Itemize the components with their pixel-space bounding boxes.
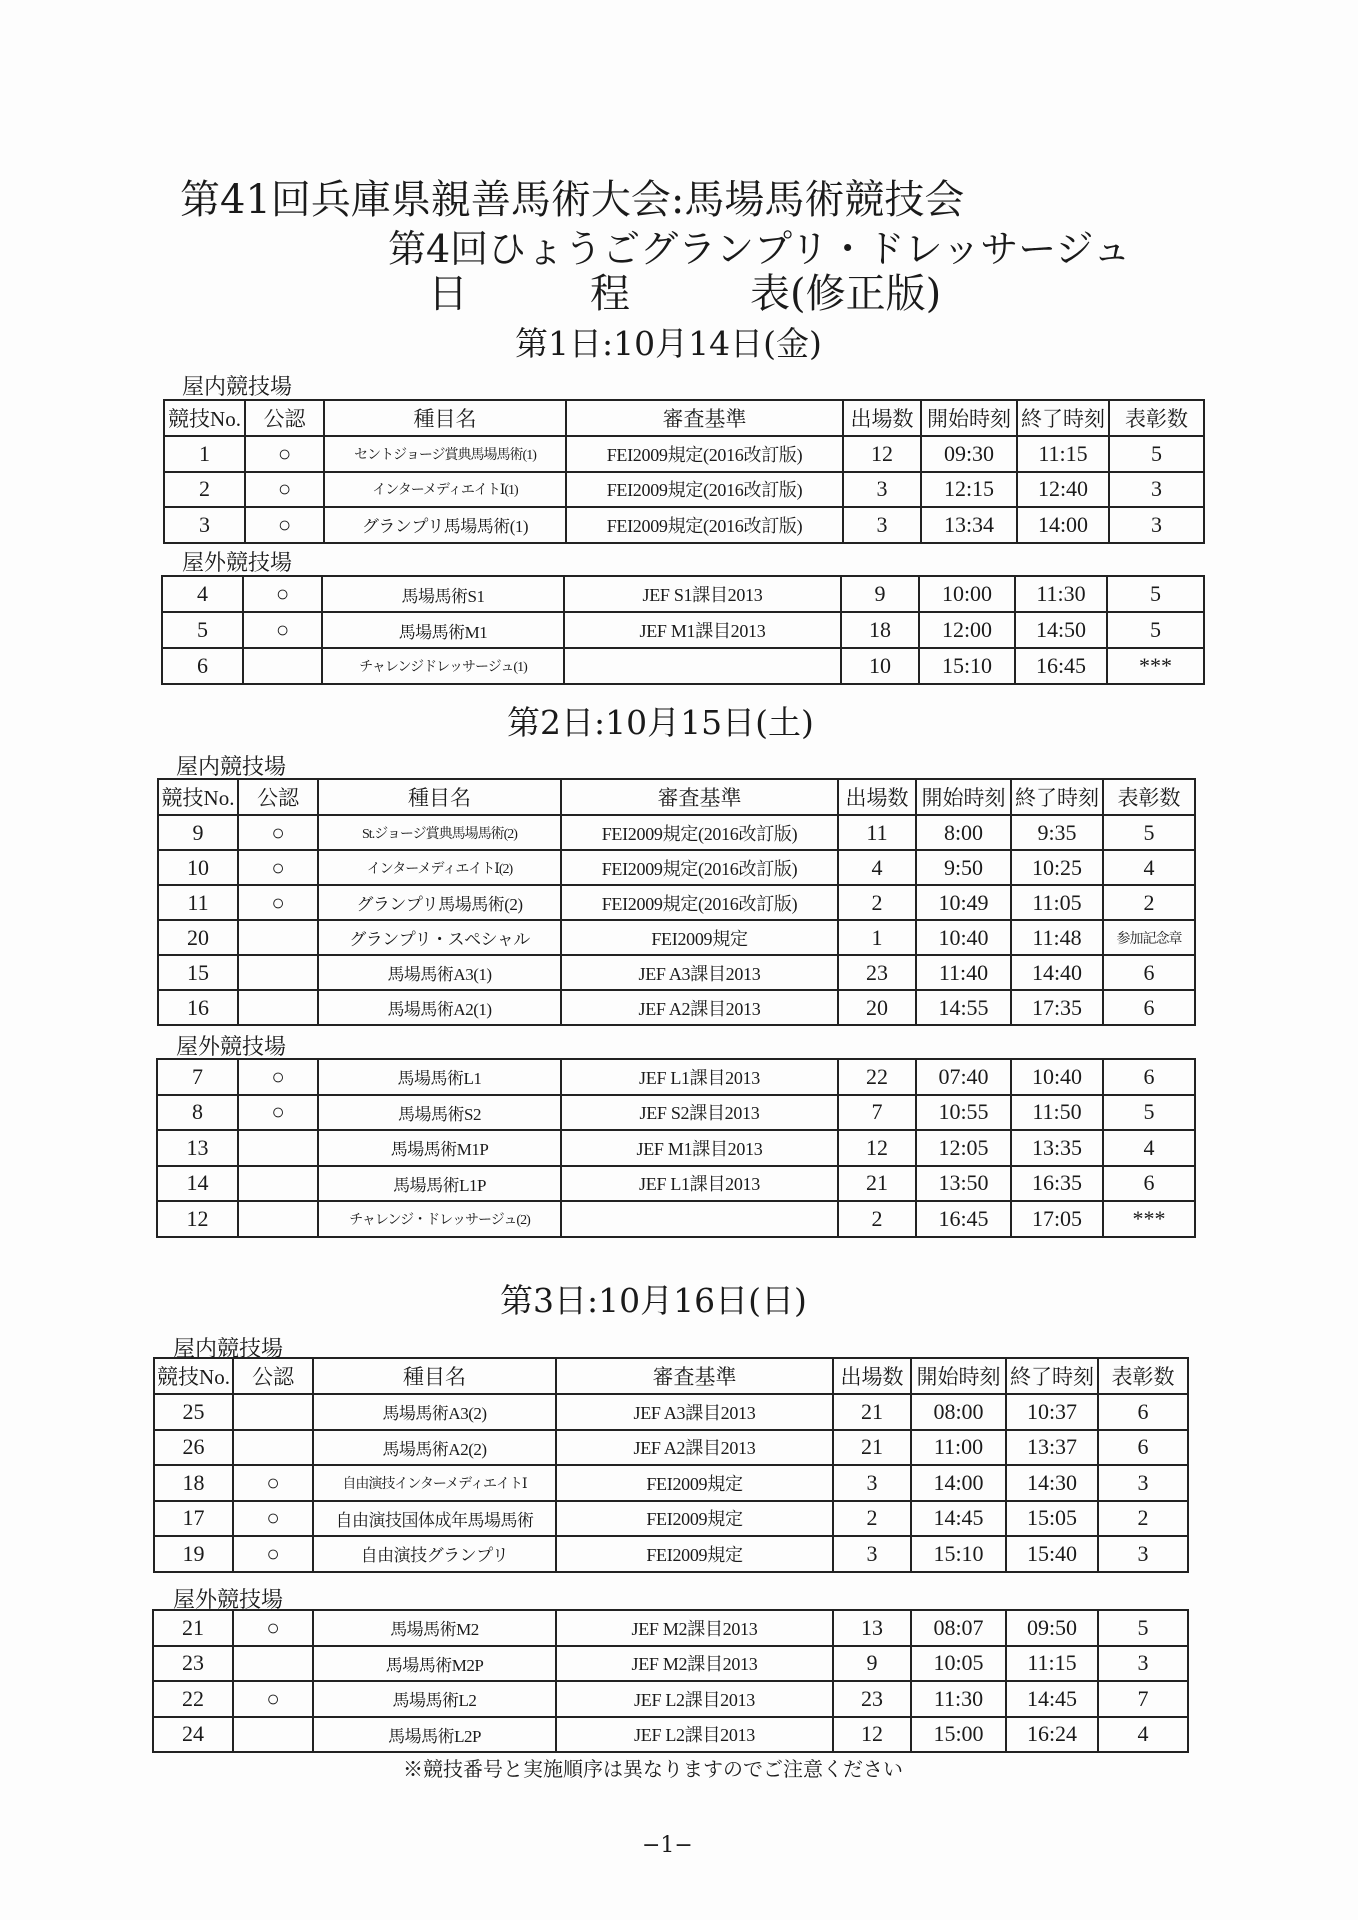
cell-judging-standard: JEF A3課目2013 [556, 1394, 833, 1430]
cell-start-time: 15:10 [911, 1536, 1006, 1572]
cell-event-no: 11 [158, 885, 238, 920]
cell-awards: 5 [1103, 815, 1195, 850]
cell-end-time: 15:40 [1006, 1536, 1098, 1572]
cell-start-time: 8:00 [916, 815, 1011, 850]
cell-entries: 11 [838, 815, 916, 850]
cell-awards: *** [1107, 648, 1204, 684]
cell-end-time: 14:40 [1011, 955, 1103, 990]
table-row [164, 472, 1204, 508]
cell-certified: ○ [243, 576, 322, 612]
cell-end-time: 14:30 [1006, 1465, 1098, 1501]
cell-start-time: 12:05 [916, 1130, 1011, 1166]
cell-judging-standard: FEI2009規定(2016改訂版) [561, 850, 838, 885]
cell-event-name: 馬場馬術M2 [313, 1610, 556, 1646]
cell-event-name: セントジョージ賞典馬場馬術(1) [324, 436, 566, 472]
cell-entries: 9 [841, 576, 919, 612]
column-header-event-no: 競技No. [164, 400, 245, 436]
schedule-table-day1-outdoor [161, 575, 1205, 685]
footnote: ※競技番号と実施順序は異なりますのでご注意ください [403, 1757, 903, 1781]
cell-end-time: 11:15 [1017, 436, 1109, 472]
cell-judging-standard: JEF M2課目2013 [556, 1610, 833, 1646]
cell-certified: ○ [233, 1681, 313, 1717]
cell-end-time: 14:45 [1006, 1681, 1098, 1717]
cell-certified: ○ [245, 507, 324, 543]
cell-event-name: 馬場馬術M1P [318, 1130, 561, 1166]
cell-event-name: 馬場馬術L1 [318, 1059, 561, 1095]
cell-end-time: 14:50 [1015, 612, 1107, 648]
cell-event-no: 15 [158, 955, 238, 990]
cell-event-name: 馬場馬術L1P [318, 1166, 561, 1202]
cell-entries: 21 [833, 1394, 911, 1430]
cell-judging-standard: JEF M1課目2013 [564, 612, 841, 648]
table-row [154, 1465, 1188, 1501]
cell-start-time: 16:45 [916, 1201, 1011, 1237]
cell-awards: 5 [1098, 1610, 1188, 1646]
cell-entries: 20 [838, 990, 916, 1025]
cell-start-time: 14:45 [911, 1501, 1006, 1537]
cell-awards: 参加記念章 [1103, 920, 1195, 955]
cell-event-no: 2 [164, 472, 245, 508]
cell-event-no: 10 [158, 850, 238, 885]
cell-judging-standard: JEF S1課目2013 [564, 576, 841, 612]
cell-judging-standard: FEI2009規定(2016改訂版) [561, 885, 838, 920]
cell-judging-standard: FEI2009規定 [556, 1536, 833, 1572]
cell-awards: 6 [1098, 1430, 1188, 1466]
cell-judging-standard: FEI2009規定 [556, 1501, 833, 1537]
cell-judging-standard: JEF M1課目2013 [561, 1130, 838, 1166]
cell-event-no: 16 [158, 990, 238, 1025]
cell-event-no: 12 [157, 1201, 238, 1237]
cell-event-no: 17 [154, 1501, 233, 1537]
cell-event-no: 14 [157, 1166, 238, 1202]
table-header-row [154, 1358, 1188, 1394]
cell-event-name: 馬場馬術A3(1) [318, 955, 561, 990]
table-row [154, 1430, 1188, 1466]
cell-awards: 5 [1107, 612, 1204, 648]
cell-event-name: 馬場馬術S2 [318, 1095, 561, 1131]
cell-entries: 12 [833, 1717, 911, 1753]
cell-awards: 3 [1109, 507, 1204, 543]
cell-end-time: 10:40 [1011, 1059, 1103, 1095]
document-title: 第41回兵庫県親善馬術大会:馬場馬術競技会 [180, 177, 965, 223]
cell-event-no: 5 [162, 612, 243, 648]
cell-judging-standard: JEF L2課目2013 [556, 1681, 833, 1717]
cell-certified: ○ [238, 1059, 318, 1095]
cell-certified: ○ [238, 885, 318, 920]
column-header-end-time: 終了時刻 [1011, 779, 1103, 815]
cell-certified: ○ [245, 472, 324, 508]
cell-certified: ○ [245, 436, 324, 472]
cell-start-time: 10:55 [916, 1095, 1011, 1131]
cell-entries: 2 [838, 1201, 916, 1237]
cell-entries: 9 [833, 1646, 911, 1682]
schedule-table-day3-indoor [153, 1357, 1189, 1573]
page-number: −1− [642, 1833, 693, 1858]
cell-start-time: 08:07 [911, 1610, 1006, 1646]
cell-awards: 3 [1098, 1536, 1188, 1572]
cell-event-no: 22 [153, 1681, 233, 1717]
table-row [158, 850, 1195, 885]
cell-end-time: 11:48 [1011, 920, 1103, 955]
cell-event-name: 自由演技インターメディエイトⅠ [313, 1465, 556, 1501]
cell-end-time: 16:35 [1011, 1166, 1103, 1202]
column-header-entries: 出場数 [833, 1358, 911, 1394]
cell-certified: ○ [233, 1465, 313, 1501]
cell-start-time: 11:40 [916, 955, 1011, 990]
column-header-event-name: 種目名 [324, 400, 566, 436]
cell-end-time: 13:37 [1006, 1430, 1098, 1466]
cell-end-time: 13:35 [1011, 1130, 1103, 1166]
cell-event-no: 6 [162, 648, 243, 684]
cell-certified [243, 648, 322, 684]
venue-label-outdoor: 屋外競技場 [176, 1035, 287, 1060]
cell-end-time: 17:35 [1011, 990, 1103, 1025]
cell-certified: ○ [238, 850, 318, 885]
cell-entries: 12 [838, 1130, 916, 1166]
cell-judging-standard: FEI2009規定(2016改訂版) [561, 815, 838, 850]
cell-event-name: 自由演技グランプリ [313, 1536, 556, 1572]
table-row [153, 1610, 1188, 1646]
cell-event-no: 25 [154, 1394, 233, 1430]
cell-event-no: 1 [164, 436, 245, 472]
cell-certified [238, 1130, 318, 1166]
cell-certified: ○ [233, 1610, 313, 1646]
cell-event-no: 8 [157, 1095, 238, 1131]
cell-start-time: 10:05 [911, 1646, 1006, 1682]
schedule-table-day2-indoor [157, 778, 1196, 1026]
cell-start-time: 12:15 [921, 472, 1017, 508]
column-header-awards: 表彰数 [1098, 1358, 1188, 1394]
schedule-table-day3-outdoor [152, 1609, 1189, 1753]
cell-event-name: グランプリ馬場馬術(1) [324, 507, 566, 543]
cell-certified: ○ [238, 1095, 318, 1131]
column-header-event-no: 競技No. [154, 1358, 233, 1394]
cell-event-no: 7 [157, 1059, 238, 1095]
cell-judging-standard: JEF A3課目2013 [561, 955, 838, 990]
cell-judging-standard: FEI2009規定(2016改訂版) [566, 436, 843, 472]
cell-event-name: チャレンジドレッサージュ(1) [322, 648, 564, 684]
day-heading: 第1日:10月14日(金) [515, 324, 822, 363]
cell-event-name: 馬場馬術A2(1) [318, 990, 561, 1025]
cell-event-no: 26 [154, 1430, 233, 1466]
cell-start-time: 08:00 [911, 1394, 1006, 1430]
table-row [164, 436, 1204, 472]
cell-start-time: 15:10 [919, 648, 1015, 684]
cell-awards: 4 [1103, 850, 1195, 885]
cell-event-name: グランプリ馬場馬術(2) [318, 885, 561, 920]
cell-end-time: 14:00 [1017, 507, 1109, 543]
cell-judging-standard [564, 648, 841, 684]
cell-awards: 3 [1098, 1465, 1188, 1501]
cell-entries: 3 [833, 1536, 911, 1572]
cell-judging-standard: JEF L1課目2013 [561, 1059, 838, 1095]
table-row [153, 1646, 1188, 1682]
column-header-start-time: 開始時刻 [916, 779, 1011, 815]
cell-entries: 18 [841, 612, 919, 648]
column-header-start-time: 開始時刻 [921, 400, 1017, 436]
column-header-event-name: 種目名 [313, 1358, 556, 1394]
cell-start-time: 13:50 [916, 1166, 1011, 1202]
schedule-table-day1-indoor [163, 399, 1205, 544]
column-header-event-name: 種目名 [318, 779, 561, 815]
cell-start-time: 13:34 [921, 507, 1017, 543]
cell-certified: ○ [243, 612, 322, 648]
cell-start-time: 11:00 [911, 1430, 1006, 1466]
cell-awards: 2 [1103, 885, 1195, 920]
cell-event-name: 馬場馬術S1 [322, 576, 564, 612]
cell-event-name: 自由演技国体成年馬場馬術 [313, 1501, 556, 1537]
column-header-entries: 出場数 [843, 400, 921, 436]
cell-end-time: 16:45 [1015, 648, 1107, 684]
cell-start-time: 14:00 [911, 1465, 1006, 1501]
cell-end-time: 15:05 [1006, 1501, 1098, 1537]
cell-awards: 3 [1098, 1646, 1188, 1682]
table-header-row [164, 400, 1204, 436]
cell-event-name: 馬場馬術A2(2) [313, 1430, 556, 1466]
cell-entries: 10 [841, 648, 919, 684]
cell-entries: 21 [838, 1166, 916, 1202]
cell-start-time: 11:30 [911, 1681, 1006, 1717]
table-row [158, 955, 1195, 990]
cell-start-time: 15:00 [911, 1717, 1006, 1753]
cell-event-name: チャレンジ・ドレッサージュ(2) [318, 1201, 561, 1237]
cell-event-name: インターメディエイトⅠ(2) [318, 850, 561, 885]
table-row [157, 1201, 1195, 1237]
day-heading: 第3日:10月16日(日) [500, 1281, 807, 1320]
table-row [164, 507, 1204, 543]
cell-event-name: 馬場馬術A3(2) [313, 1394, 556, 1430]
cell-event-no: 9 [158, 815, 238, 850]
document-subtitle: 第4回ひょうごグランプリ・ドレッサージュ [388, 227, 1131, 271]
cell-start-time: 12:00 [919, 612, 1015, 648]
cell-entries: 21 [833, 1430, 911, 1466]
column-header-judging-standard: 審査基準 [561, 779, 838, 815]
cell-judging-standard: JEF S2課目2013 [561, 1095, 838, 1131]
cell-entries: 2 [833, 1501, 911, 1537]
cell-end-time: 11:30 [1015, 576, 1107, 612]
cell-judging-standard: FEI2009規定(2016改訂版) [566, 472, 843, 508]
cell-entries: 1 [838, 920, 916, 955]
schedule-heading-part: 程 [590, 271, 630, 317]
cell-entries: 22 [838, 1059, 916, 1095]
cell-certified [233, 1394, 313, 1430]
cell-certified [238, 1166, 318, 1202]
cell-entries: 23 [838, 955, 916, 990]
cell-awards: 5 [1103, 1095, 1195, 1131]
cell-event-name: 馬場馬術M2P [313, 1646, 556, 1682]
cell-awards: 4 [1103, 1130, 1195, 1166]
cell-entries: 4 [838, 850, 916, 885]
table-header-row [158, 779, 1195, 815]
cell-judging-standard [561, 1201, 838, 1237]
cell-awards: 2 [1098, 1501, 1188, 1537]
cell-entries: 7 [838, 1095, 916, 1131]
cell-end-time: 10:37 [1006, 1394, 1098, 1430]
column-header-certified: 公認 [238, 779, 318, 815]
cell-end-time: 10:25 [1011, 850, 1103, 885]
cell-judging-standard: JEF L2課目2013 [556, 1717, 833, 1753]
table-row [162, 576, 1204, 612]
cell-entries: 3 [833, 1465, 911, 1501]
cell-entries: 12 [843, 436, 921, 472]
cell-end-time: 11:50 [1011, 1095, 1103, 1131]
cell-end-time: 17:05 [1011, 1201, 1103, 1237]
cell-awards: 6 [1103, 1059, 1195, 1095]
cell-event-no: 4 [162, 576, 243, 612]
cell-awards: 6 [1098, 1394, 1188, 1430]
table-row [157, 1059, 1195, 1095]
table-row [153, 1717, 1188, 1753]
cell-end-time: 11:05 [1011, 885, 1103, 920]
cell-judging-standard: FEI2009規定(2016改訂版) [566, 507, 843, 543]
venue-label-outdoor: 屋外競技場 [173, 1588, 284, 1613]
cell-awards: 7 [1098, 1681, 1188, 1717]
cell-end-time: 09:50 [1006, 1610, 1098, 1646]
cell-certified [238, 990, 318, 1025]
cell-event-no: 19 [154, 1536, 233, 1572]
cell-judging-standard: JEF A2課目2013 [556, 1430, 833, 1466]
cell-awards: 3 [1109, 472, 1204, 508]
schedule-table-day2-outdoor [156, 1058, 1196, 1238]
cell-event-name: St.ジョージ賞典馬場馬術(2) [318, 815, 561, 850]
venue-label-outdoor: 屋外競技場 [182, 551, 293, 576]
cell-awards: 4 [1098, 1717, 1188, 1753]
cell-event-no: 18 [154, 1465, 233, 1501]
cell-event-no: 23 [153, 1646, 233, 1682]
cell-certified [238, 955, 318, 990]
cell-event-no: 3 [164, 507, 245, 543]
cell-event-name: インターメディエイトⅠ(1) [324, 472, 566, 508]
table-row [157, 1166, 1195, 1202]
venue-label-indoor: 屋内競技場 [182, 375, 293, 400]
cell-certified [238, 920, 318, 955]
cell-end-time: 9:35 [1011, 815, 1103, 850]
cell-judging-standard: FEI2009規定 [556, 1465, 833, 1501]
cell-start-time: 09:30 [921, 436, 1017, 472]
column-header-certified: 公認 [233, 1358, 313, 1394]
schedule-heading-part: 日 [428, 271, 468, 317]
cell-awards: *** [1103, 1201, 1195, 1237]
cell-judging-standard: FEI2009規定 [561, 920, 838, 955]
cell-entries: 23 [833, 1681, 911, 1717]
cell-awards: 5 [1107, 576, 1204, 612]
cell-judging-standard: JEF L1課目2013 [561, 1166, 838, 1202]
cell-certified: ○ [233, 1501, 313, 1537]
venue-label-indoor: 屋内競技場 [173, 1337, 284, 1362]
table-row [158, 815, 1195, 850]
table-row [162, 648, 1204, 684]
cell-start-time: 10:40 [916, 920, 1011, 955]
cell-end-time: 12:40 [1017, 472, 1109, 508]
cell-entries: 2 [838, 885, 916, 920]
cell-start-time: 9:50 [916, 850, 1011, 885]
cell-event-no: 21 [153, 1610, 233, 1646]
cell-certified [233, 1430, 313, 1466]
cell-judging-standard: JEF A2課目2013 [561, 990, 838, 1025]
cell-event-no: 24 [153, 1717, 233, 1753]
cell-event-name: 馬場馬術L2 [313, 1681, 556, 1717]
column-header-event-no: 競技No. [158, 779, 238, 815]
cell-event-no: 20 [158, 920, 238, 955]
table-row [153, 1681, 1188, 1717]
cell-certified: ○ [233, 1536, 313, 1572]
cell-start-time: 14:55 [916, 990, 1011, 1025]
cell-awards: 5 [1109, 436, 1204, 472]
column-header-end-time: 終了時刻 [1006, 1358, 1098, 1394]
cell-start-time: 07:40 [916, 1059, 1011, 1095]
venue-label-indoor: 屋内競技場 [176, 755, 287, 780]
column-header-judging-standard: 審査基準 [556, 1358, 833, 1394]
column-header-judging-standard: 審査基準 [566, 400, 843, 436]
table-row [157, 1095, 1195, 1131]
cell-awards: 6 [1103, 1166, 1195, 1202]
cell-end-time: 16:24 [1006, 1717, 1098, 1753]
cell-certified: ○ [238, 815, 318, 850]
table-row [158, 990, 1195, 1025]
cell-certified [233, 1717, 313, 1753]
cell-awards: 6 [1103, 990, 1195, 1025]
day-heading: 第2日:10月15日(土) [507, 703, 814, 742]
table-row [157, 1130, 1195, 1166]
schedule-heading-part: 表(修正版) [750, 271, 942, 317]
cell-event-no: 13 [157, 1130, 238, 1166]
cell-certified [238, 1201, 318, 1237]
column-header-start-time: 開始時刻 [911, 1358, 1006, 1394]
column-header-certified: 公認 [245, 400, 324, 436]
cell-end-time: 11:15 [1006, 1646, 1098, 1682]
cell-start-time: 10:00 [919, 576, 1015, 612]
table-row [158, 885, 1195, 920]
column-header-awards: 表彰数 [1109, 400, 1204, 436]
cell-event-name: 馬場馬術M1 [322, 612, 564, 648]
cell-awards: 6 [1103, 955, 1195, 990]
column-header-entries: 出場数 [838, 779, 916, 815]
cell-certified [233, 1646, 313, 1682]
table-row [158, 920, 1195, 955]
table-row [154, 1394, 1188, 1430]
cell-entries: 3 [843, 507, 921, 543]
column-header-end-time: 終了時刻 [1017, 400, 1109, 436]
cell-event-name: グランプリ・スペシャル [318, 920, 561, 955]
table-row [162, 612, 1204, 648]
table-row [154, 1501, 1188, 1537]
cell-entries: 3 [843, 472, 921, 508]
cell-judging-standard: JEF M2課目2013 [556, 1646, 833, 1682]
cell-event-name: 馬場馬術L2P [313, 1717, 556, 1753]
table-row [154, 1536, 1188, 1572]
column-header-awards: 表彰数 [1103, 779, 1195, 815]
cell-start-time: 10:49 [916, 885, 1011, 920]
cell-entries: 13 [833, 1610, 911, 1646]
